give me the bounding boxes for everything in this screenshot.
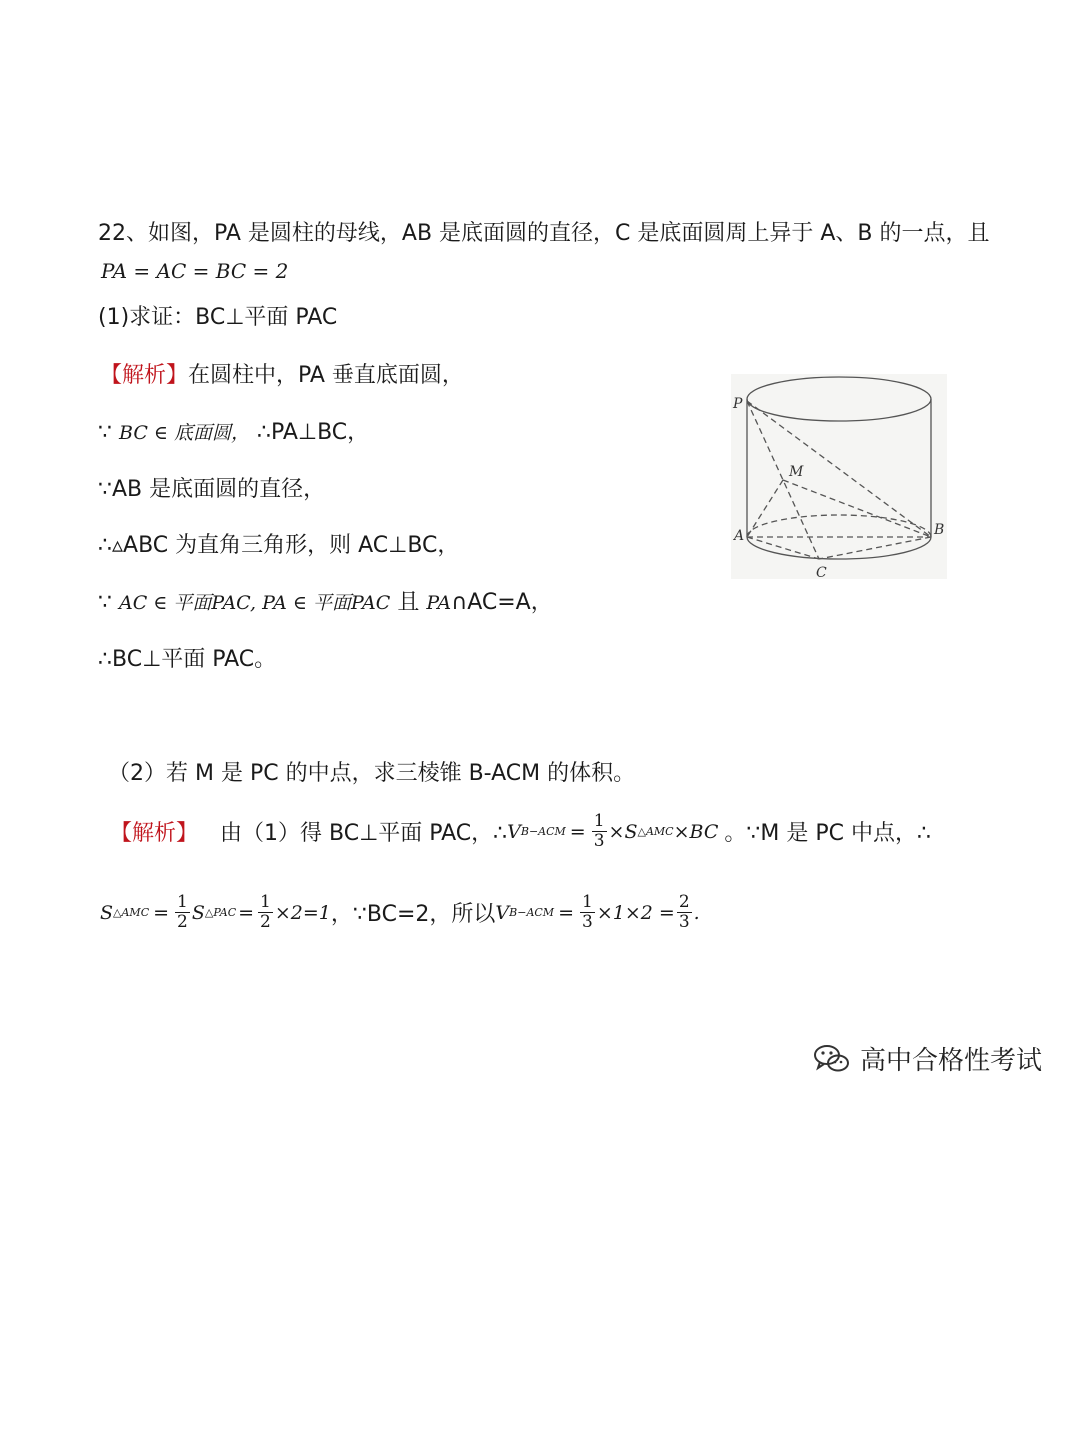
solution2-text1: 由（1）得 BC⊥平面 PAC，∴ (220, 821, 508, 846)
math-eq: = (569, 820, 586, 843)
frac-den: 3 (678, 912, 690, 932)
because-symbol: ∵ (98, 590, 112, 615)
cylinder-figure (731, 374, 947, 579)
frac-num: 1 (260, 892, 271, 912)
part1-title: (1)求证：BC⊥平面 PAC (98, 305, 338, 330)
watermark (812, 1040, 1042, 1077)
math-x2eq1: ×2=1 (274, 901, 331, 924)
math-dot: . (693, 901, 700, 924)
frac-num: 1 (593, 811, 605, 831)
and-word: 且 (397, 590, 420, 615)
solution2-text3: ，∵BC=2，所以 (330, 902, 496, 927)
math-times-s: ×S (608, 820, 638, 843)
solution-label: 【解析】 (100, 363, 189, 388)
math-eq3: = (238, 901, 255, 924)
fraction-one-third (592, 812, 607, 851)
solution1-line5 (98, 585, 553, 616)
label-a: A (734, 528, 745, 544)
solution1-line6: ∴BC⊥平面 PAC。 (98, 647, 277, 672)
intersection-text: ∩AC=A， (451, 590, 553, 615)
math-bc-in-base: BC ∈ 底面圆， (119, 422, 250, 444)
problem-stem: 22、如图，PA 是圆柱的母线，AB 是底面圆的直径，C 是底面圆周上异于 A、B 的一点，且 (98, 221, 990, 246)
math-s3: S (191, 901, 205, 924)
pa-perp-bc: ∴PA⊥BC， (257, 420, 370, 445)
math-ac-pa-in-plane: AC ∈ 平面PAC, PA ∈ 平面PAC (119, 592, 391, 614)
solution1-line3: ∵AB 是底面圆的直径， (98, 477, 326, 502)
math-s3-sub: △PAC (204, 906, 237, 919)
math-v2: V (495, 901, 510, 924)
fraction-one-third-2 (580, 893, 595, 932)
math-v2-sub: B−ACM (509, 906, 555, 919)
math-eq2: = (153, 901, 170, 924)
bottom-back-arc (747, 515, 931, 537)
frac-den: 3 (593, 831, 605, 851)
math-s2-sub: △AMC (113, 906, 150, 919)
part2-title: （2）若 M 是 PC 的中点，求三棱锥 B-ACM 的体积。 (108, 761, 636, 786)
label-c: C (816, 565, 827, 579)
fraction-one-half-2 (258, 893, 273, 932)
solution1-text1: 在圆柱中，PA 垂直底面圆， (188, 363, 464, 388)
solution2-text2: 。∵M 是 PC 中点，∴ (724, 821, 931, 846)
top-ellipse (747, 377, 931, 421)
math-v: V (507, 820, 521, 843)
math-pa: PA (426, 592, 452, 614)
math-times-bc: ×BC (673, 820, 719, 843)
math-s2: S (100, 901, 114, 924)
frac-num: 1 (177, 892, 188, 912)
math-eq4: = (558, 901, 574, 924)
math-v-sub: B−ACM (520, 825, 566, 838)
label-m: M (789, 464, 804, 480)
wechat-icon (812, 1042, 852, 1076)
label-b: B (934, 522, 945, 538)
frac-num: 2 (678, 892, 690, 912)
segment-bc (819, 537, 931, 559)
cylinder-diagram (731, 374, 947, 579)
label-p: P (733, 396, 743, 412)
frac-den: 2 (260, 912, 271, 932)
fraction-two-thirds (677, 893, 692, 932)
solution1-line4: ∴▵ABC 为直角三角形，则 AC⊥BC， (98, 533, 460, 558)
frac-den: 2 (177, 912, 188, 932)
segment-ma (747, 480, 783, 537)
frac-num: 1 (582, 892, 593, 912)
fraction-one-half (175, 893, 190, 932)
math-s-sub: △AMC (637, 825, 674, 838)
watermark-text: 高中合格性考试 (859, 1046, 1042, 1076)
frac-den: 3 (582, 912, 593, 932)
solution1-line2 (98, 415, 369, 446)
solution2-line1 (110, 812, 931, 851)
solution2-label: 【解析】 (110, 821, 199, 846)
solution1-line1 (100, 358, 464, 389)
problem-condition: PA = AC = BC = 2 (101, 259, 289, 283)
math-x1x2: ×1×2 = (596, 901, 675, 924)
solution2-line2 (100, 893, 700, 932)
because-symbol: ∵ (98, 420, 112, 445)
